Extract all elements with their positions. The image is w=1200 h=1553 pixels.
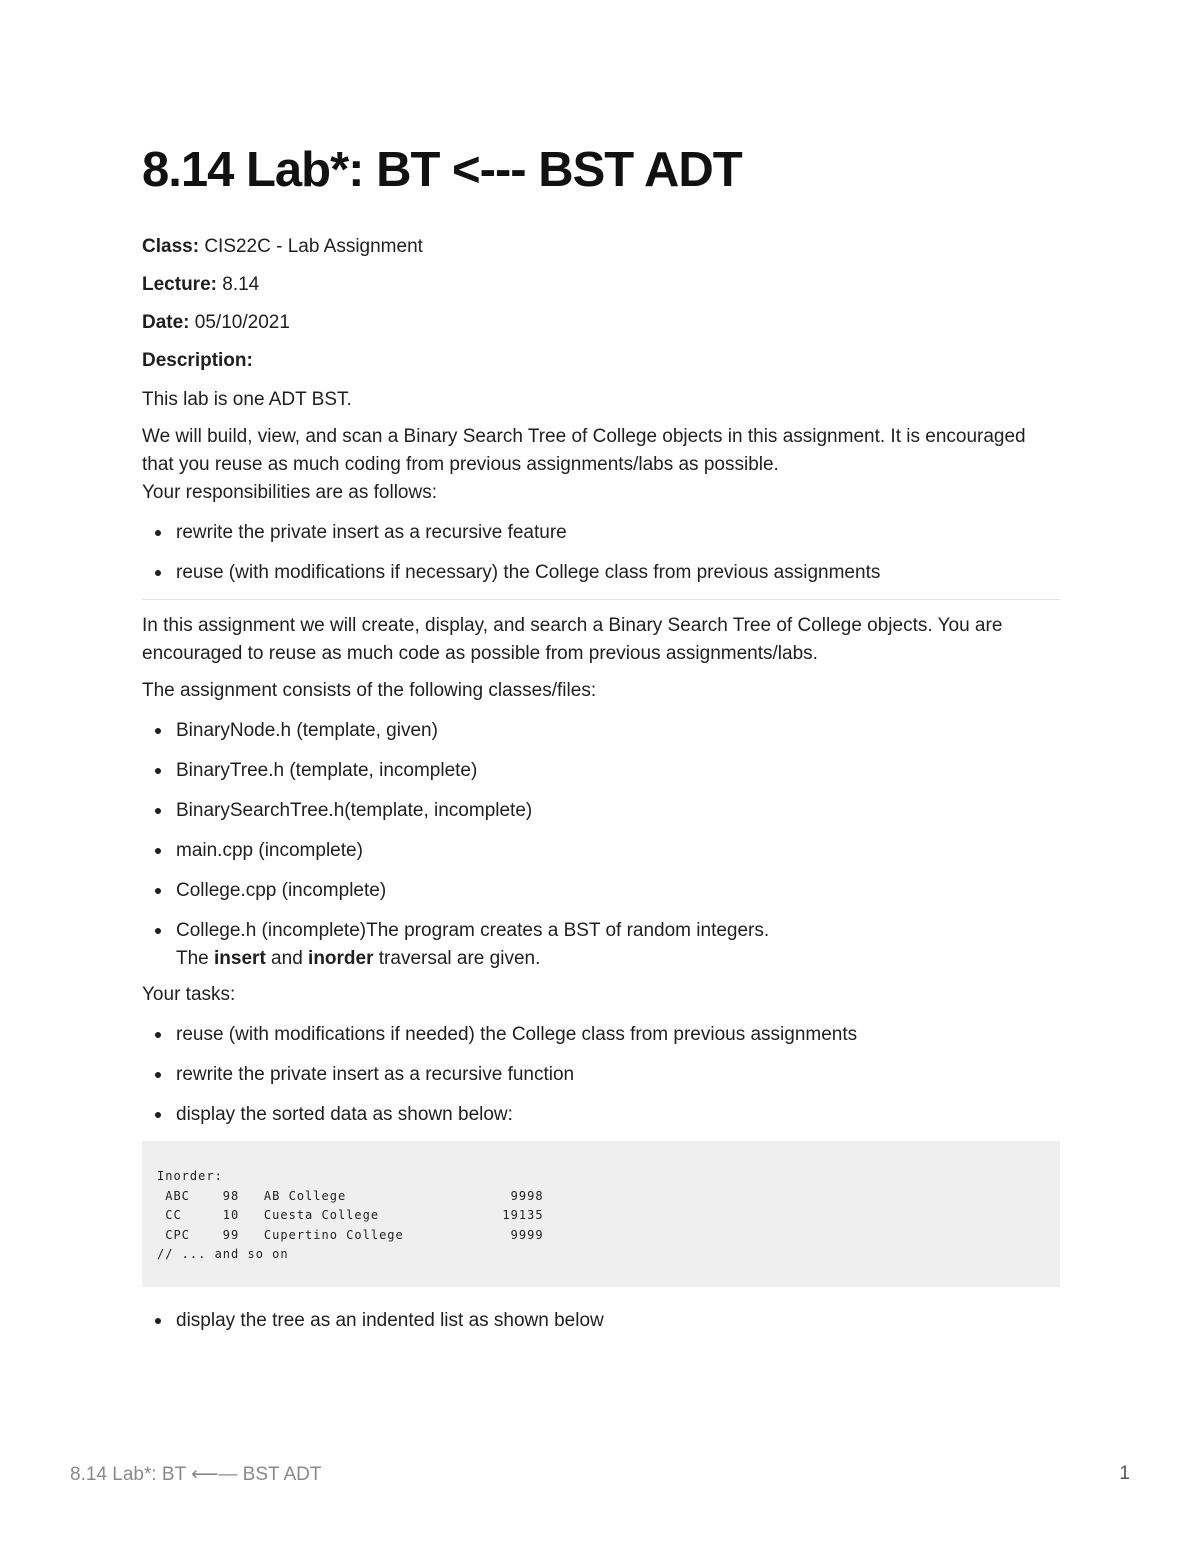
lecture-value: 8.14 (222, 274, 260, 295)
body-paragraph-2: The assignment consists of the following classes/files: (142, 680, 597, 701)
code-block (142, 1141, 1060, 1287)
page-number: 1 (1119, 1463, 1130, 1484)
date-label: Date: (142, 312, 190, 333)
footer-title: 8.14 Lab*: BT ⟵— BST ADT (70, 1464, 322, 1485)
lecture-label: Lecture: (142, 274, 217, 295)
class-value: CIS22C - Lab Assignment (204, 236, 423, 257)
list-item: BinaryTree.h (template, incomplete) (176, 757, 1060, 785)
code-line: CC 10 Cuesta College 19135 (157, 1208, 544, 1222)
description-label: Description: (142, 350, 253, 371)
list-item: rewrite the private insert as a recursive feature (176, 519, 1060, 547)
lecture-line (142, 272, 1060, 298)
class-line (142, 234, 1060, 260)
tasks-list (142, 1021, 1060, 1129)
file-note: The insert and inorder traversal are given. (176, 948, 541, 969)
file-line: College.h (incomplete)The program creates a BST of random integers. (176, 920, 770, 941)
body-paragraph-1: In this assignment we will create, display, and search a Binary Search Tree of College objects. You are encouraged to reuse as much code as possible from previous assignments/labs. (142, 615, 1003, 664)
section-divider (142, 599, 1060, 600)
intro-paragraph-1: This lab is one ADT BST. (142, 389, 352, 410)
list-item: reuse (with modifications if necessary) the College class from previous assignments (176, 559, 1060, 587)
code-line: Inorder: (157, 1169, 223, 1183)
list-item: BinarySearchTree.h(template, incomplete) (176, 797, 1060, 825)
list-item: rewrite the private insert as a recursive function (176, 1061, 1060, 1089)
intro-paragraph-3: Your responsibilities are as follows: (142, 482, 438, 503)
files-list (142, 717, 1060, 973)
intro-paragraph-2: We will build, view, and scan a Binary Search Tree of College objects in this assignment. It is encouraged that you reuse as much coding from previous assignments/labs as possible. (142, 426, 1026, 475)
date-line (142, 310, 1060, 336)
date-value: 05/10/2021 (194, 312, 290, 333)
code-line: ABC 98 AB College 9998 (157, 1188, 544, 1203)
class-label: Class: (142, 236, 200, 257)
list-item: main.cpp (incomplete) (176, 837, 1060, 865)
responsibilities-list (142, 519, 1060, 587)
document-page (142, 140, 1060, 1347)
list-item (176, 917, 1060, 973)
page-footer (70, 1463, 1130, 1486)
page-title: 8.14 Lab*: BT <--- BST ADT (142, 143, 742, 197)
list-item: display the sorted data as shown below: (176, 1101, 1060, 1129)
insert-keyword: insert (214, 948, 266, 969)
code-line: CPC 99 Cupertino College 9999 (157, 1227, 544, 1242)
code-line: // ... and so on (157, 1247, 289, 1261)
final-task-list (142, 1307, 1060, 1335)
inorder-keyword: inorder (308, 948, 374, 969)
tasks-label: Your tasks: (142, 984, 236, 1005)
description-line (142, 348, 1060, 374)
list-item: BinaryNode.h (template, given) (176, 717, 1060, 745)
list-item: reuse (with modifications if needed) the College class from previous assignments (176, 1021, 1060, 1049)
list-item: display the tree as an indented list as shown below (176, 1307, 1060, 1335)
list-item: College.cpp (incomplete) (176, 877, 1060, 905)
